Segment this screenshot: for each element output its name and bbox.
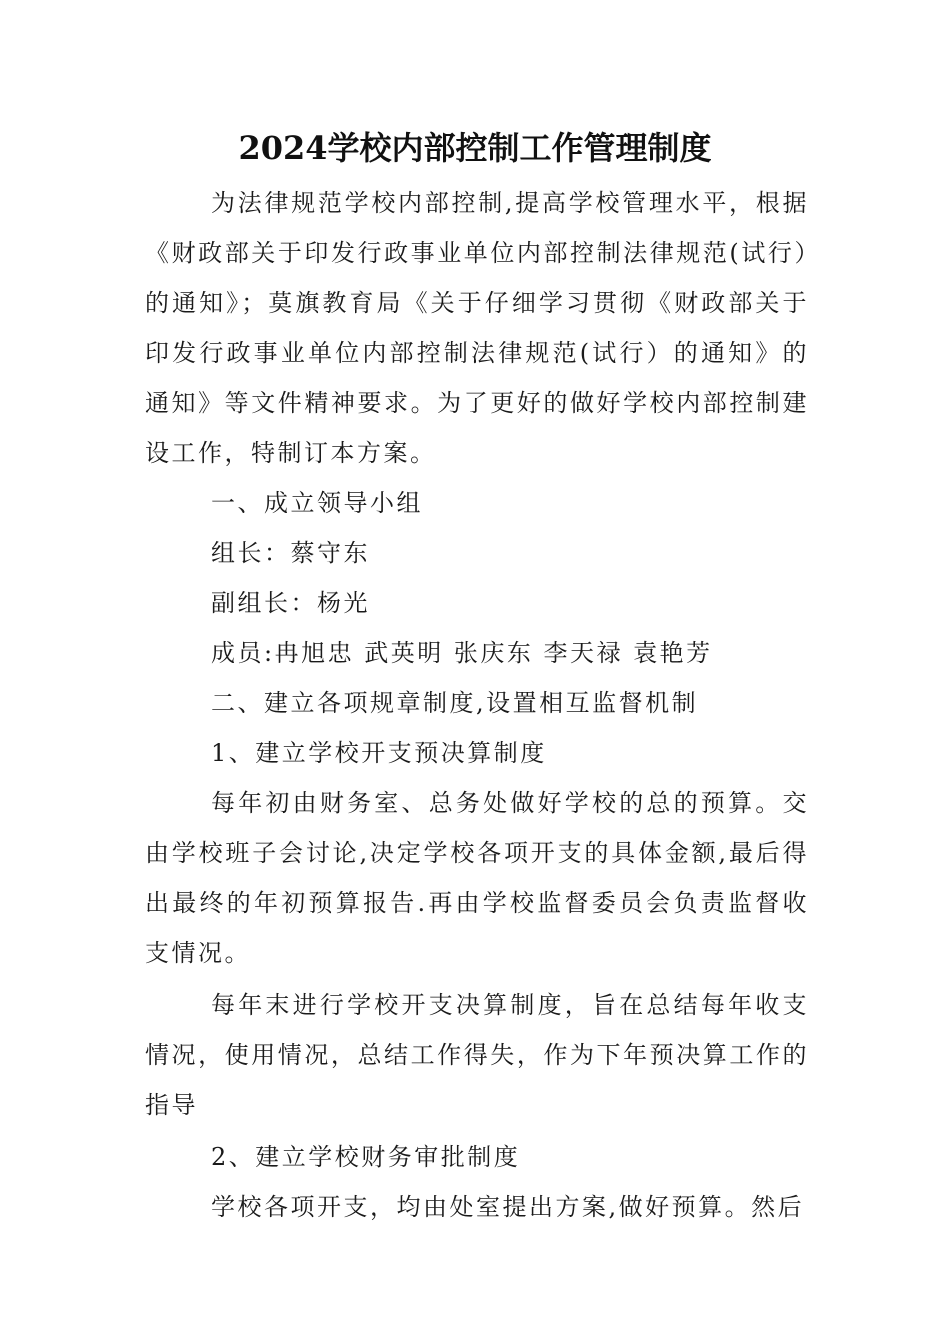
- members-line: 成员:冉旭忠 武英明 张庆东 李天禄 袁艳芳: [211, 639, 713, 667]
- section-heading-leadership-group: 一、成立领导小组: [211, 489, 423, 517]
- document-body: [145, 178, 809, 1232]
- intro-paragraph: 为法律规范学校内部控制,提高学校管理水平，根据《财政部关于印发行政事业单位内部控制法律规范(试行）的通知》；莫旗教育局《关于仔细学习贯彻《财政部关于印发行政事业单位内部控制法律规范(试行）的通知》的通知》等文件精神要求。为了更好的做好学校内部控制建设工作，特制订本方案。: [145, 189, 809, 467]
- budget-paragraph: 每年初由财务室、总务处做好学校的总的预算。交由学校班子会讨论,决定学校各项开支的具体金额,最后得出最终的年初预算报告.再由学校监督委员会负责监督收支情况。: [145, 789, 809, 967]
- subsection-approval-system: 2、建立学校财务审批制度: [211, 1143, 521, 1171]
- section-heading-regulations: 二、建立各项规章制度,设置相互监督机制: [211, 689, 699, 717]
- final-accounts-paragraph: 每年末进行学校开支决算制度，旨在总结每年收支情况，使用情况，总结工作得失，作为下年预决算工作的指导: [145, 991, 809, 1119]
- group-leader-line: 组长：蔡守东: [211, 539, 370, 567]
- approval-paragraph: 学校各项开支，均由处室提出方案,做好预算。然后: [211, 1193, 805, 1221]
- document-title: 2024学校内部控制工作管理制度: [238, 129, 712, 167]
- deputy-leader-line: 副组长：杨光: [211, 589, 370, 617]
- subsection-budget-system: 1、建立学校开支预决算制度: [211, 739, 547, 767]
